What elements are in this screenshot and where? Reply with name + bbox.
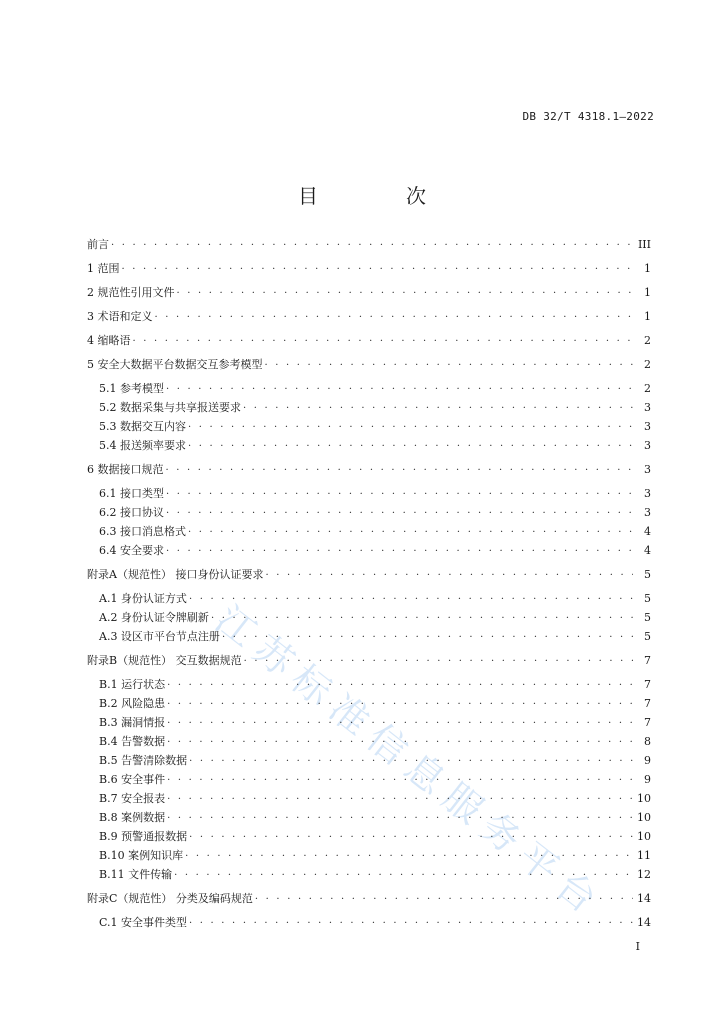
- toc-leader-dots: [177, 285, 634, 303]
- toc-entry[interactable]: [87, 308, 651, 326]
- toc-entry-label: B.7 安全报表: [99, 792, 166, 805]
- toc-leader-dots: [155, 309, 634, 327]
- toc-entry-label: 2 规范性引用文件: [87, 286, 175, 299]
- watermark: 江苏标准信息服务平台: [207, 597, 613, 928]
- toc-entry-label: B.1 运行状态: [99, 678, 166, 691]
- toc-entry-label: 3 术语和定义: [87, 310, 153, 323]
- toc-entry-page: 12: [637, 868, 651, 881]
- toc-entry[interactable]: [87, 236, 651, 254]
- toc-entry-page: III: [637, 238, 651, 251]
- toc-entry-page: 5: [644, 611, 651, 624]
- toc-entry-label: B.11 文件传输: [99, 868, 173, 881]
- toc-entry-label: B.9 预警通报数据: [99, 830, 188, 843]
- toc-entry-page: 7: [644, 697, 651, 710]
- toc-entry-page: 2: [644, 358, 651, 371]
- toc-entry[interactable]: [87, 809, 651, 827]
- toc-entry[interactable]: [87, 652, 651, 670]
- toc-entry-label: 6.1 接口类型: [99, 487, 164, 500]
- toc-leader-dots: [167, 734, 633, 752]
- toc-leader-dots: [244, 653, 633, 671]
- toc-leader-dots: [265, 357, 634, 375]
- toc-entry[interactable]: [87, 380, 651, 398]
- toc-entry-page: 5: [644, 568, 651, 581]
- toc-entry-page: 2: [644, 382, 651, 395]
- toc-entry-page: 5: [644, 630, 651, 643]
- toc-entry[interactable]: [87, 590, 651, 608]
- toc-entry[interactable]: [87, 542, 651, 560]
- toc-leader-dots: [255, 891, 633, 909]
- toc-entry-label: 4 缩略语: [87, 334, 131, 347]
- toc-leader-dots: [167, 791, 633, 809]
- toc-entry[interactable]: [87, 890, 651, 908]
- toc-entry-page: 14: [637, 916, 651, 929]
- toc-entry[interactable]: [87, 847, 651, 865]
- toc-leader-dots: [188, 438, 633, 456]
- toc-entry-page: 3: [644, 463, 651, 476]
- toc-entry-label: 1 范围: [87, 262, 120, 275]
- toc-leader-dots: [185, 848, 633, 866]
- toc-entry-label: B.8 案例数据: [99, 811, 166, 824]
- document-code: DB 32/T 4318.1—2022: [522, 110, 654, 123]
- toc-entry-page: 3: [644, 401, 651, 414]
- toc-entry-page: 3: [644, 487, 651, 500]
- toc-entry-label: 5.1 参考模型: [99, 382, 164, 395]
- toc-leader-dots: [222, 629, 633, 647]
- toc-entry-label: 附录C（规范性） 分类及编码规范: [87, 892, 253, 905]
- toc-entry-page: 9: [644, 773, 651, 786]
- toc-leader-dots: [189, 753, 633, 771]
- toc-entry-page: 3: [644, 506, 651, 519]
- toc-leader-dots: [174, 867, 633, 885]
- toc-entry-page: 1: [644, 286, 651, 299]
- toc-entry[interactable]: [87, 437, 651, 455]
- toc-entry[interactable]: [87, 714, 651, 732]
- toc-entry[interactable]: [87, 628, 651, 646]
- toc-entry-label: A.2 身份认证令牌刷新: [99, 611, 209, 624]
- toc-leader-dots: [166, 381, 633, 399]
- toc-leader-dots: [243, 400, 633, 418]
- toc-entry-page: 14: [637, 892, 651, 905]
- toc-entry-page: 9: [644, 754, 651, 767]
- toc-entry-page: 2: [644, 334, 651, 347]
- toc-leader-dots: [111, 237, 633, 255]
- toc-entry-label: 5.4 报送频率要求: [99, 439, 186, 452]
- toc-entry[interactable]: [87, 485, 651, 503]
- toc-entry[interactable]: [87, 566, 651, 584]
- toc-entry[interactable]: [87, 676, 651, 694]
- toc-entry-page: 4: [644, 525, 651, 538]
- toc-entry-page: 1: [644, 262, 651, 275]
- toc-entry[interactable]: [87, 523, 651, 541]
- toc-entry-label: B.6 安全事件: [99, 773, 166, 786]
- toc-entry-page: 10: [637, 830, 651, 843]
- toc-leader-dots: [167, 696, 633, 714]
- toc-entry-label: B.3 漏洞情报: [99, 716, 166, 729]
- toc-entry[interactable]: [87, 399, 651, 417]
- toc-leader-dots: [189, 591, 633, 609]
- toc-entry-page: 4: [644, 544, 651, 557]
- toc-entry-label: B.2 风险隐患: [99, 697, 166, 710]
- toc-entry-label: B.10 案例知识库: [99, 849, 184, 862]
- toc-entry[interactable]: [87, 332, 651, 350]
- toc-leader-dots: [166, 486, 633, 504]
- toc-leader-dots: [133, 333, 634, 351]
- toc-entry[interactable]: [87, 461, 651, 479]
- toc-entry-page: 10: [637, 811, 651, 824]
- toc-leader-dots: [166, 505, 633, 523]
- toc-entry[interactable]: [87, 695, 651, 713]
- toc-entry[interactable]: [87, 260, 651, 278]
- toc-entry-label: 5.3 数据交互内容: [99, 420, 186, 433]
- toc-leader-dots: [188, 524, 633, 542]
- toc-entry-label: 5 安全大数据平台数据交互参考模型: [87, 358, 263, 371]
- toc-leader-dots: [189, 829, 633, 847]
- toc-leader-dots: [189, 915, 633, 933]
- toc-leader-dots: [167, 677, 633, 695]
- toc-entry-label: C.1 安全事件类型: [99, 916, 188, 929]
- toc-entry[interactable]: [87, 866, 651, 884]
- toc-leader-dots: [167, 715, 633, 733]
- toc-entry-label: 6.2 接口协议: [99, 506, 164, 519]
- toc-entry-page: 3: [644, 439, 651, 452]
- toc-leader-dots: [188, 419, 633, 437]
- toc-entry-page: 7: [644, 716, 651, 729]
- toc-entry-page: 7: [644, 678, 651, 691]
- toc-entry[interactable]: [87, 284, 651, 302]
- toc-entry[interactable]: [87, 356, 651, 374]
- toc-leader-dots: [211, 610, 633, 628]
- toc-leader-dots: [122, 261, 634, 279]
- toc-leader-dots: [167, 810, 633, 828]
- toc-entry-label: 6.4 安全要求: [99, 544, 164, 557]
- toc-entry-label: A.3 设区市平台节点注册: [99, 630, 220, 643]
- page-number: I: [635, 940, 640, 953]
- toc-entry-label: 附录A（规范性） 接口身份认证要求: [87, 568, 264, 581]
- toc-entry[interactable]: [87, 790, 651, 808]
- toc-entry-label: 6 数据接口规范: [87, 463, 164, 476]
- toc-entry-page: 7: [644, 654, 651, 667]
- toc-entry-page: 1: [644, 310, 651, 323]
- toc-leader-dots: [265, 567, 633, 585]
- toc-entry-page: 5: [644, 592, 651, 605]
- toc-entry[interactable]: [87, 418, 651, 436]
- toc-entry-label: 前言: [87, 238, 109, 251]
- toc-leader-dots: [166, 543, 633, 561]
- toc-entry-label: 6.3 接口消息格式: [99, 525, 186, 538]
- toc-title: 目 次: [298, 184, 460, 208]
- toc-entry-label: 5.2 数据采集与共享报送要求: [99, 401, 241, 414]
- toc-entry-page: 8: [644, 735, 651, 748]
- toc-entry-label: 附录B（规范性） 交互数据规范: [87, 654, 242, 667]
- toc-entry-page: 3: [644, 420, 651, 433]
- toc-leader-dots: [167, 772, 633, 790]
- toc-entry[interactable]: [87, 828, 651, 846]
- toc-entry[interactable]: [87, 914, 651, 932]
- toc-entry[interactable]: [87, 609, 651, 627]
- toc-entry-label: B.5 告警清除数据: [99, 754, 188, 767]
- toc-leader-dots: [166, 462, 634, 480]
- toc-entry-page: 11: [637, 849, 651, 862]
- toc-entry[interactable]: [87, 504, 651, 522]
- toc-entry-label: A.1 身份认证方式: [99, 592, 187, 605]
- toc-entry-label: B.4 告警数据: [99, 735, 166, 748]
- toc-entry[interactable]: [87, 771, 651, 789]
- toc-entry-page: 10: [637, 792, 651, 805]
- toc-entry[interactable]: [87, 752, 651, 770]
- toc-entry[interactable]: [87, 733, 651, 751]
